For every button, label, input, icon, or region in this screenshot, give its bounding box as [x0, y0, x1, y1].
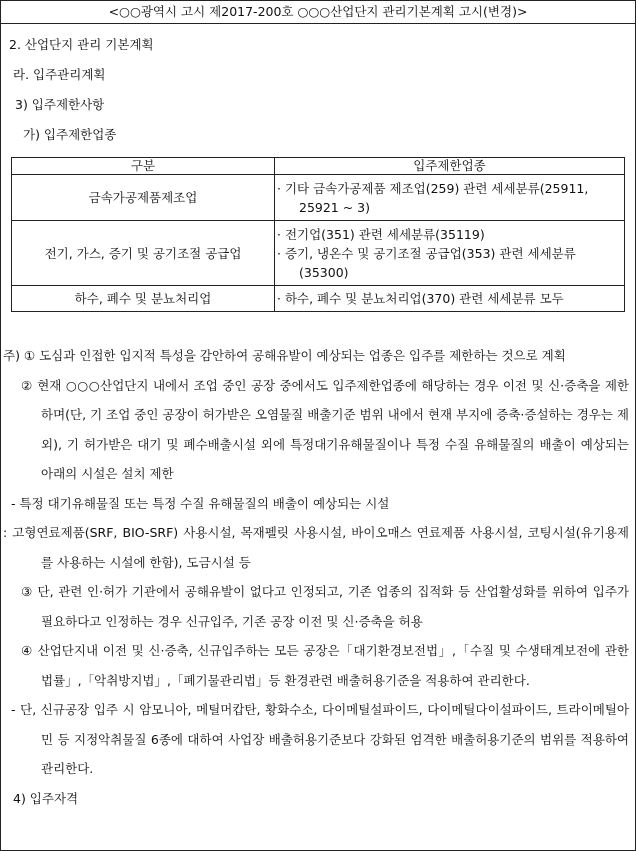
table-cell-items: [275, 221, 625, 286]
note-2-sub-dash: - 특정 대기유해물질 또는 특정 수질 유해물질의 배출이 예상되는 시설: [11, 495, 390, 511]
note-1: 주) ① 도심과 인접한 입지적 특성을 감안하여 공해유발이 예상되는 업종은 입주를 제한하는 것으로 계획: [3, 348, 566, 363]
note-2-sub-colon: : 고형연료제품(SRF, BIO-SRF) 사용시설, 목재펠릿 사용시설, 바이오매스 연료제품 사용시설, 코팅시설(유기용제를 사용하는 시설에 한함), 도금시설 등: [3, 525, 629, 570]
table-header-restricted: 입주제한업종: [275, 158, 625, 175]
table-row: [12, 286, 625, 312]
table-category-text: 전기, 가스, 증기 및 공기조절 공급업: [44, 245, 242, 261]
document-title: <○○광역시 고시 제2017-200호 ○○○산업단지 관리기본계획 고시(변경)>: [1, 1, 635, 24]
note-3: ③ 단, 관련 인·허가 기관에서 공해유발이 없다고 인정되고, 기존 업종의 집적화 등 산업활성화를 위하여 입주가 필요하다고 인정하는 경우 신규입주, 기존 공장 이전 및 신·증축을 허용: [21, 584, 629, 629]
table-cell-category: 하수, 폐수 및 분뇨처리업: [12, 286, 275, 312]
table-header-category: 구분: [12, 158, 275, 175]
table-item: · 증기, 냉온수 및 공기조절 공급업(353) 관련 세세분류(35300): [277, 245, 576, 280]
heading-tenant-qualification: 4) 입주자격: [13, 790, 79, 806]
note-4-sub-dash: - 단, 신규공장 입주 시 암모니아, 메틸머캅탄, 황화수소, 다이메틸설파이드, 다이메틸다이설파이드, 트라이메틸아민 등 지정악취물질 6종에 대하여 사업장 배출허용기준보다 강화된 엄격한 배출허용기준의 범위를 적용하여 관리한다.: [11, 702, 629, 776]
item-heading-restricted-industries: 가) 입주제한업종: [23, 127, 117, 142]
table-header-row: [12, 158, 625, 175]
table-cell-category: [12, 221, 275, 286]
table-cell-category: 금속가공제품제조업: [12, 175, 275, 221]
notes-section: [3, 341, 629, 813]
table-item: · 전기업(351) 관련 세세분류(35119): [277, 226, 485, 242]
table-row: [12, 175, 625, 221]
note-2: ② 현재 ○○○산업단지 내에서 조업 중인 공장 중에서도 입주제한업종에 해당하는 경우 이전 및 신·증축을 제한하며(단, 기 조업 중인 공장이 허가받은 오염물질 배출기준 범위 내에서 현재 부지에 증축·증설하는 경우는 제외), 기 허가받은 대기 및 폐수배출시설 외에 특정대기유해물질이나 특정 수질 유해물질의 배출이 예상되는 아래의 시설은 설치 제한: [21, 377, 629, 481]
table-row: [12, 221, 625, 286]
note-4: ④ 산업단지내 이전 및 신·증축, 신규입주하는 모든 공장은「대기환경보전법」,「수질 및 수생태계보전에 관한 법률」,「악취방지법」,「폐기물관리법」등 환경관련 배출허용기준을 적용하여 관리한다.: [21, 643, 629, 688]
table-cell-items: [275, 175, 625, 221]
item-heading-restrictions: 3) 입주제한사항: [15, 97, 105, 112]
subsection-heading-tenant-plan: 라. 입주관리계획: [13, 67, 106, 82]
table-item: · 기타 금속가공제품 제조업(259) 관련 세세분류(25911, 25921 ~ 3): [277, 180, 589, 215]
restricted-industries-table: [11, 157, 625, 312]
table-item: · 하수, 폐수 및 분뇨처리업(370) 관련 세세분류 모두: [277, 291, 564, 306]
section-heading-management-plan: 2. 산업단지 관리 기본계획: [9, 37, 154, 52]
table-cell-items: [275, 286, 625, 312]
